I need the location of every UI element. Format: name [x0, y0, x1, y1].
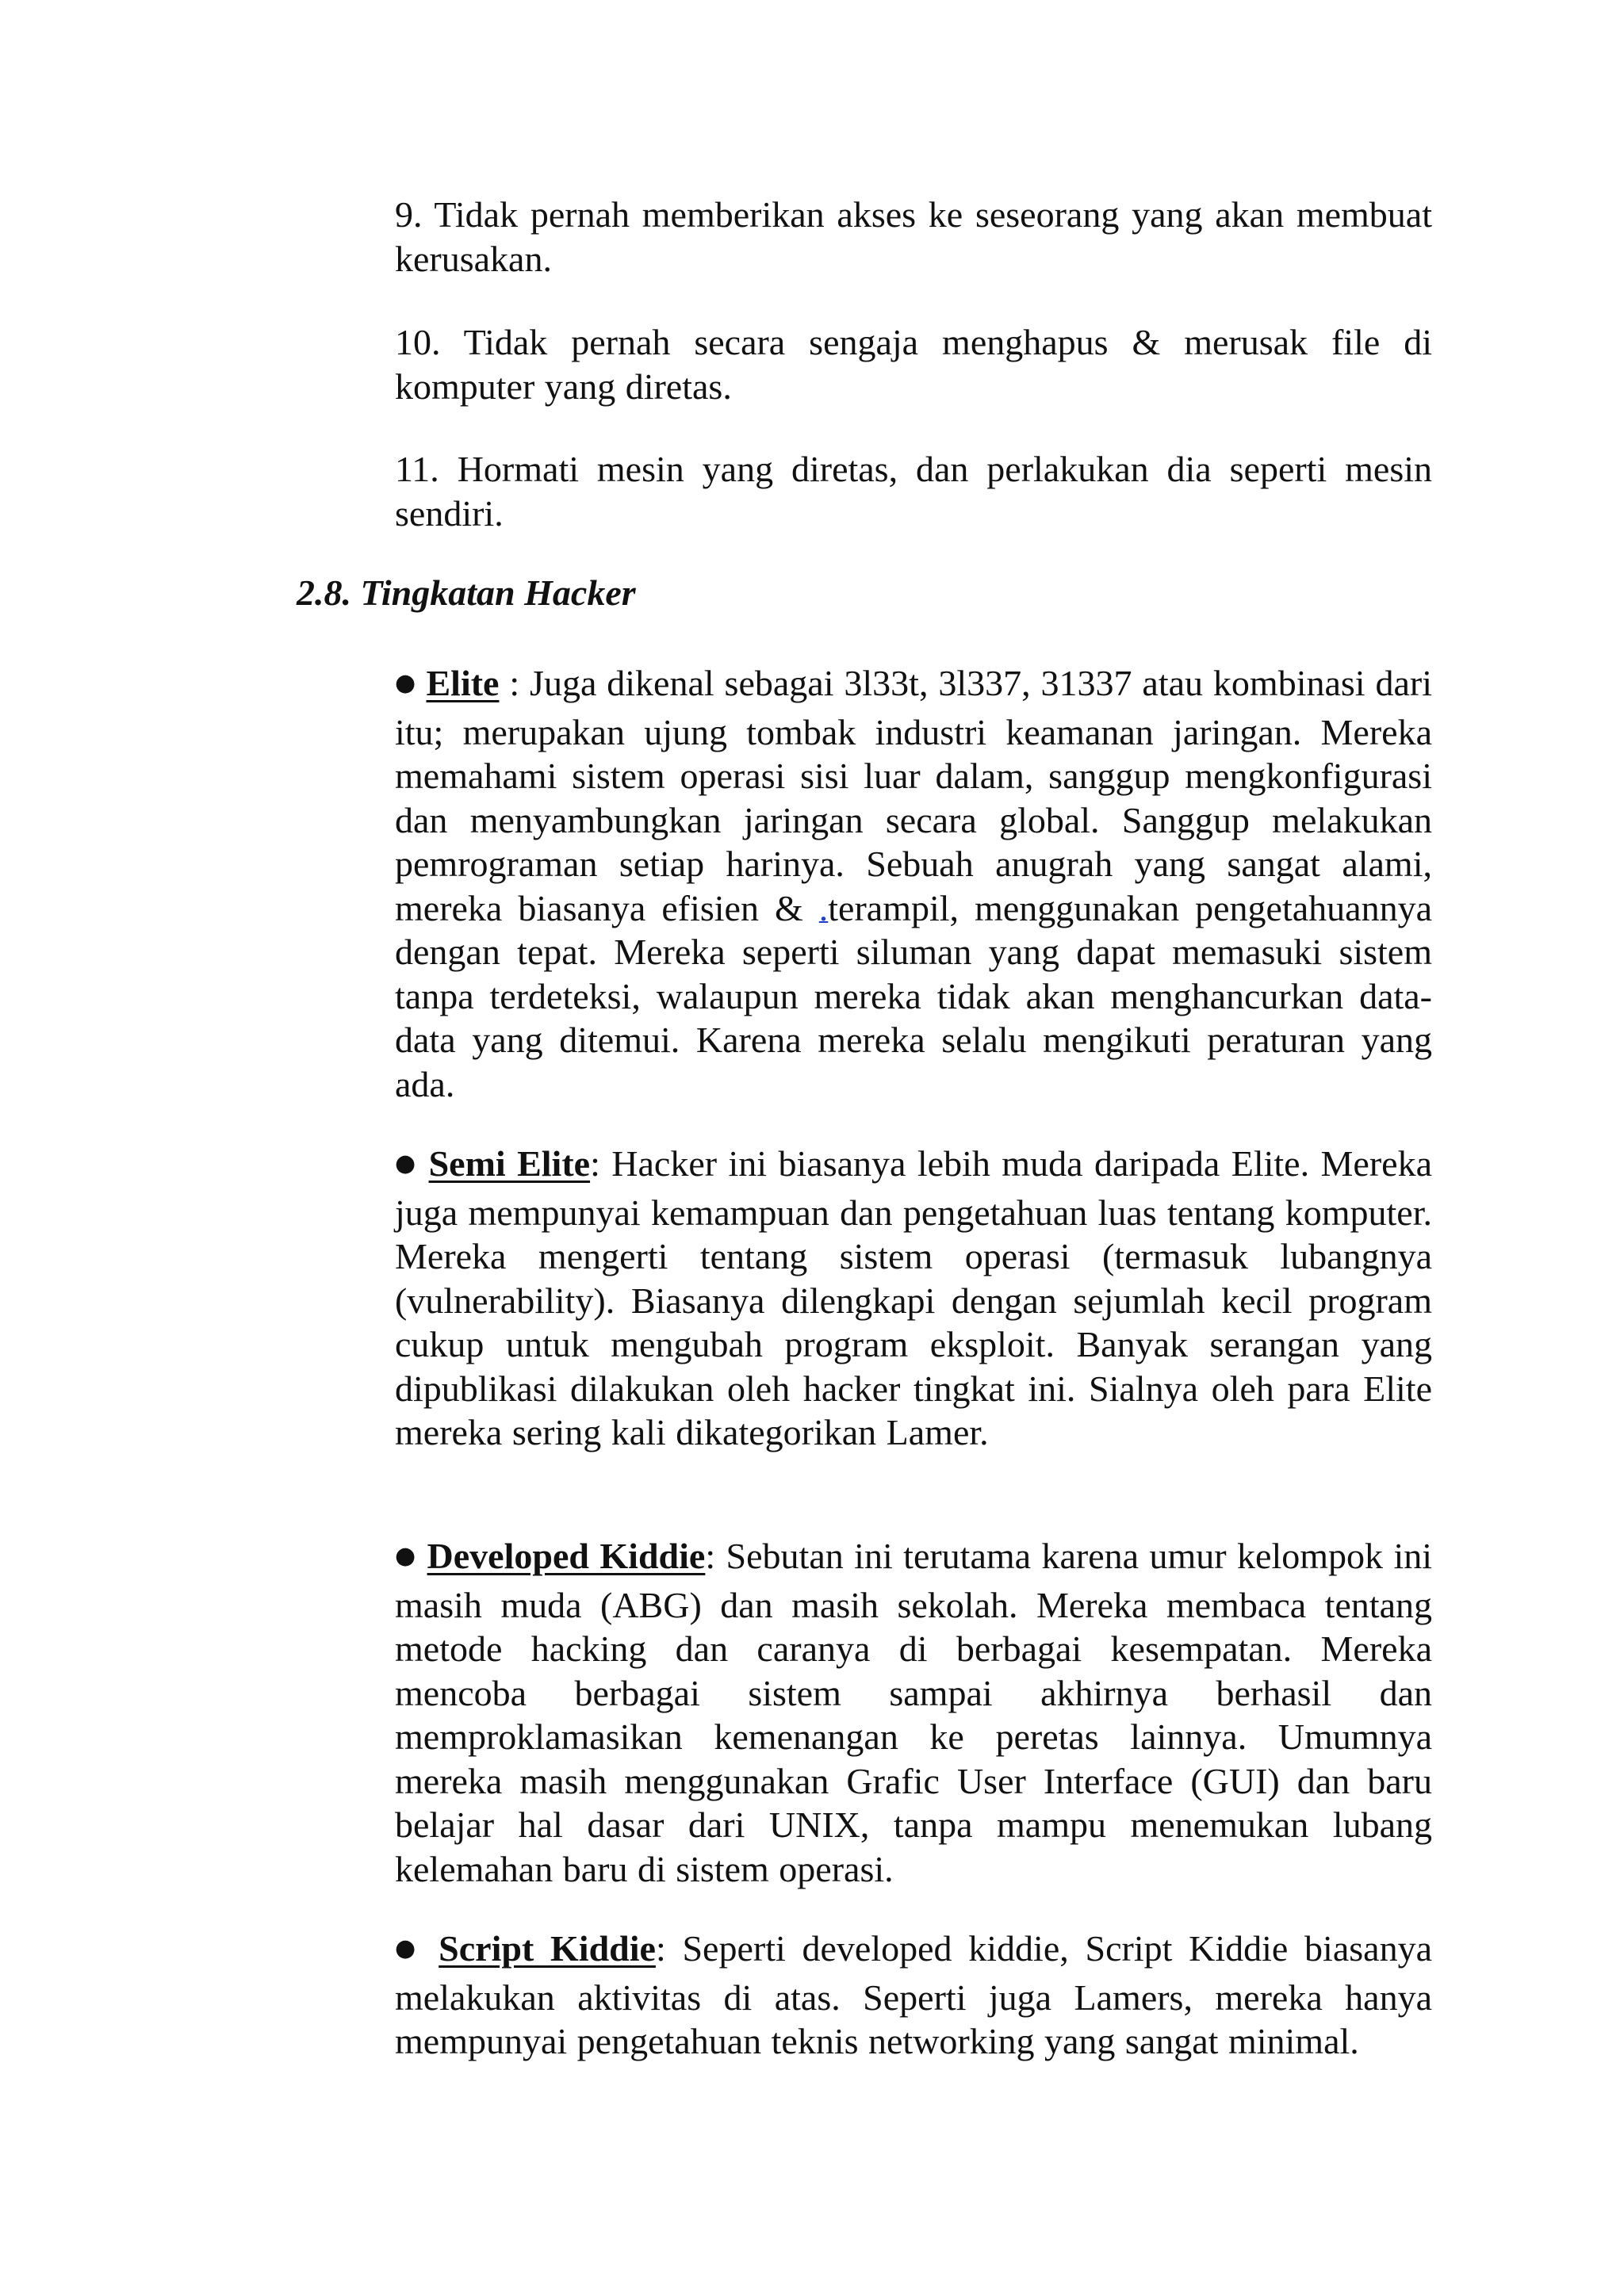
rule-number: 10. — [395, 322, 441, 362]
rule-text: Tidak pernah secara sengaja menghapus & merusak file di komputer yang diretas. — [395, 322, 1433, 407]
bullet-icon: ● — [395, 1934, 423, 1962]
level-term: Elite — [426, 663, 500, 703]
rule-text: Hormati mesin yang diretas, dan perlakukan dia seperti mesin sendiri. — [395, 449, 1433, 534]
level-description-continued: terampil, menggunakan pengetahuannya dengan tepat. Mereka seperti siluman yang dapat memasuki sistem tanpa terdeteksi, walaupun mereka tidak akan menghancurkan data-data yang ditemui. Karena mereka selalu mengikuti peraturan yang ada. — [395, 887, 1432, 1104]
level-term: Semi Elite — [428, 1143, 591, 1184]
term-separator: : — [499, 663, 530, 703]
term-separator: : — [590, 1143, 612, 1184]
level-item-script-kiddie — [395, 1927, 1432, 2064]
level-description: Juga dikenal sebagai 3l33t, 3l337, 31337 atau kombinasi dari itu; merupakan ujung tombak industri keamanan jaringan. Mereka memahami sistem operasi sisi luar dalam, sanggup mengkonfigurasi dan menyambungkan jaringan secara global. Sanggup melakukan pemrograman setiap harinya. Sebuah anugrah yang sangat alami, mereka biasanya efisien & — [395, 663, 1432, 928]
bullet-icon: ● — [395, 1150, 418, 1177]
level-term: Script Kiddie — [439, 1928, 656, 1969]
level-description: Sebutan ini terutama karena umur kelompok ini masih muda (ABG) dan masih sekolah. Mereka membaca tentang metode hacking dan caranya di berbagai kesempatan. Mereka mencoba berbagai sistem sampai akhirnya berhasil dan memproklamasikan kemenangan ke peretas lainnya. Umumnya mereka masih menggunakan Grafic User Interface (GUI) dan baru belajar hal dasar dari UNIX, tanpa mampu menemukan lubang kelemahan baru di sistem operasi. — [395, 1536, 1433, 1889]
rule-text: Tidak pernah memberikan akses ke seseorang yang akan membuat kerusakan. — [395, 194, 1433, 279]
rule-item-9 — [395, 193, 1432, 281]
rule-number: 11. — [395, 449, 439, 489]
bullet-icon: ● — [395, 1542, 417, 1570]
level-item-semi-elite — [395, 1142, 1432, 1455]
term-separator: : — [655, 1928, 683, 1969]
rule-item-10 — [395, 320, 1432, 408]
level-description: Seperti developed kiddie, Script Kiddie biasanya melakukan aktivitas di atas. Seperti juga Lamers, mereka hanya mempunyai pengetahuan teknis networking yang sangat minimal. — [395, 1928, 1432, 2061]
level-term: Developed Kiddie — [427, 1536, 706, 1576]
level-description: Hacker ini biasanya lebih muda daripada Elite. Mereka juga mempunyai kemampuan dan pengetahuan luas tentang komputer. Mereka mengerti tentang sistem operasi (termasuk lubangnya (vulnerability). Biasanya dilengkapi dengan sejumlah kecil program cukup untuk mengubah program eksploit. Banyak serangan yang dipublikasi dilakukan oleh hacker tingkat ini. Sialnya oleh para Elite mereka sering kali dikategorikan Lamer. — [395, 1143, 1432, 1452]
term-separator: : — [705, 1536, 726, 1576]
rule-number: 9. — [395, 194, 423, 235]
bullet-icon: ● — [395, 669, 416, 697]
level-item-developed-kiddie — [395, 1534, 1432, 1891]
hyperlink-dot[interactable]: . — [818, 887, 829, 928]
rule-item-11 — [395, 447, 1432, 535]
level-item-elite — [395, 661, 1432, 1106]
section-heading: 2.8. Tingkatan Hacker — [297, 572, 636, 613]
